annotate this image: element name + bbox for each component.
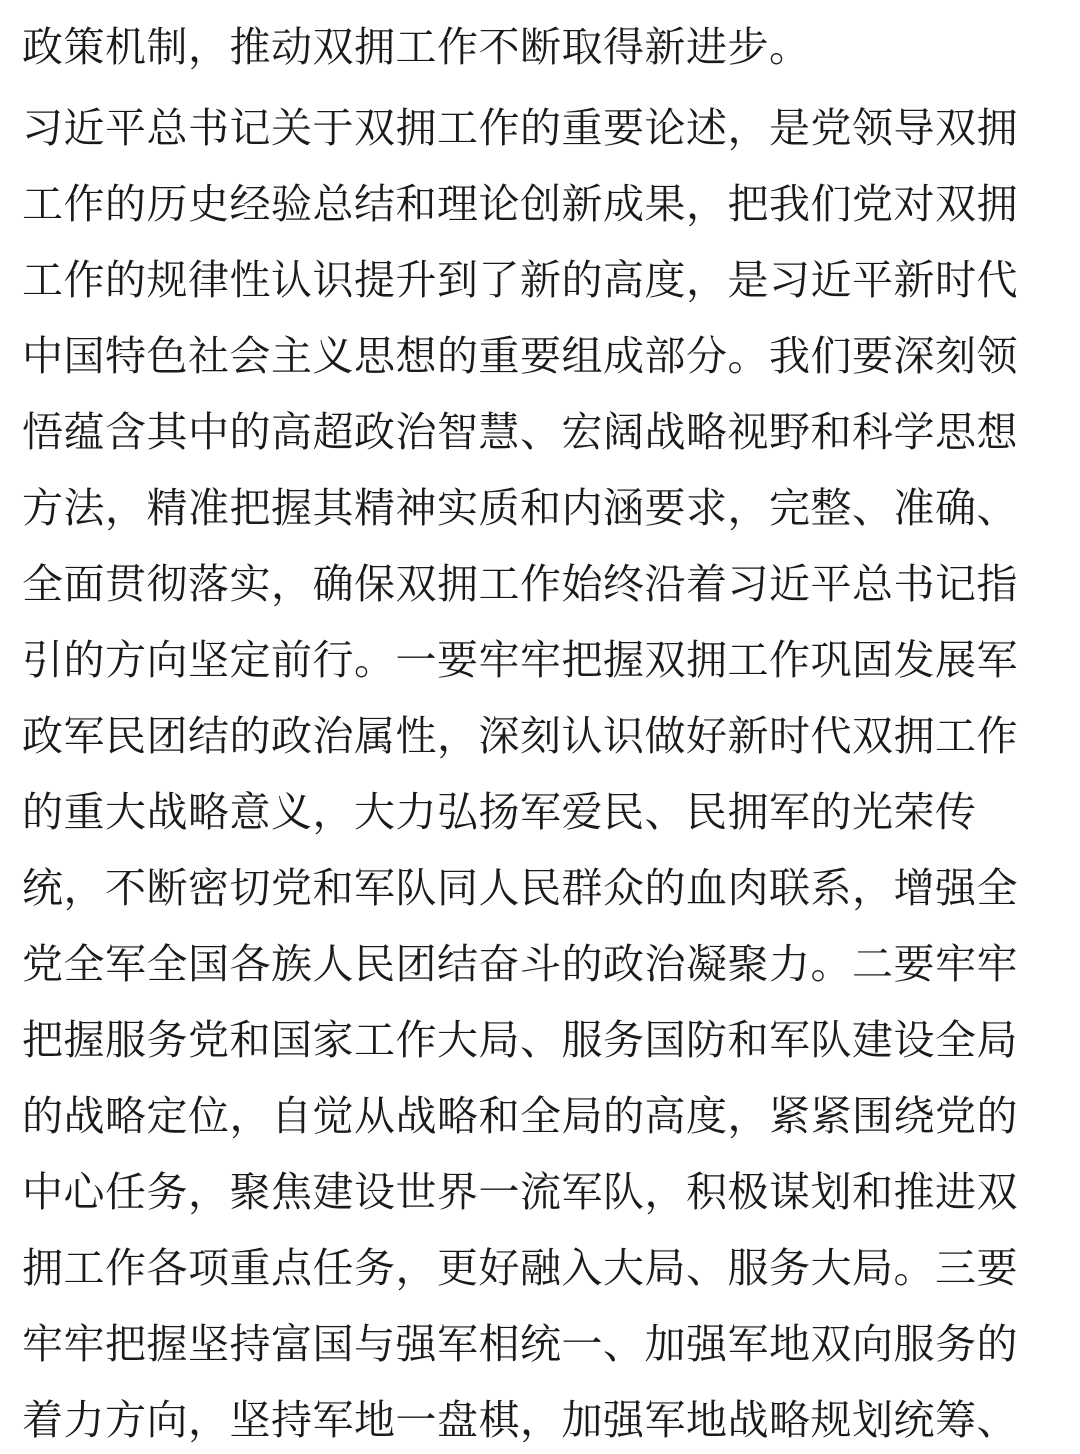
article-line: 引的方向坚定前行。一要牢牢把握双拥工作巩固发展军 [22,636,1018,684]
article-line: 全面贯彻落实，确保双拥工作始终沿着习近平总书记指 [22,560,1018,608]
article-line: 工作的规律性认识提升到了新的高度，是习近平新时代 [22,256,1018,304]
article-line: 政军民团结的政治属性，深刻认识做好新时代双拥工作 [22,712,1018,760]
article-line: 习近平总书记关于双拥工作的重要论述，是党领导双拥 [22,104,1018,152]
article-line: 着力方向，坚持军地一盘棋，加强军地战略规划统筹、 [22,1396,1018,1444]
article-line: 统，不断密切党和军队同人民群众的血肉联系，增强全 [22,864,1018,912]
article-line: 方法，精准把握其精神实质和内涵要求，完整、准确、 [22,484,1018,532]
article-line: 拥工作各项重点任务，更好融入大局、服务大局。三要 [22,1244,1018,1292]
article-line: 中心任务，聚焦建设世界一流军队，积极谋划和推进双 [22,1168,1018,1216]
article-line: 的战略定位，自觉从战略和全局的高度，紧紧围绕党的 [22,1092,1018,1140]
article-line: 中国特色社会主义思想的重要组成部分。我们要深刻领 [22,332,1018,380]
article-line: 党全军全国各族人民团结奋斗的政治凝聚力。二要牢牢 [22,940,1018,988]
article-line: 工作的历史经验总结和理论创新成果，把我们党对双拥 [22,180,1018,228]
article-line: 政策机制，推动双拥工作不断取得新进步。 [22,23,811,71]
article-line: 的重大战略意义，大力弘扬军爱民、民拥军的光荣传 [22,788,977,836]
article-line: 牢牢把握坚持富国与强军相统一、加强军地双向服务的 [22,1320,1018,1368]
article-line: 悟蕴含其中的高超政治智慧、宏阔战略视野和科学思想 [22,408,1018,456]
article-line: 把握服务党和国家工作大局、服务国防和军队建设全局 [22,1016,1018,1064]
